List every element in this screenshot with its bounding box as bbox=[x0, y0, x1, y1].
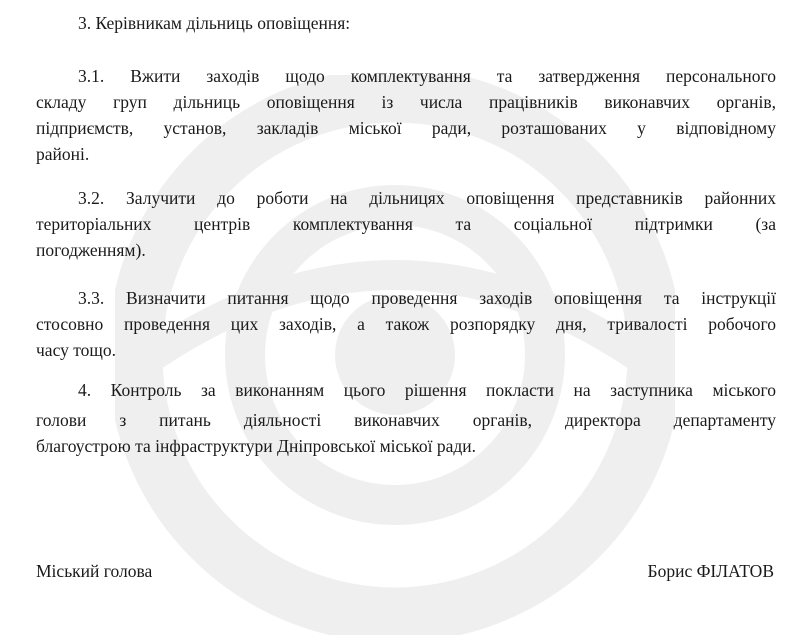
paragraph-3-1-line-3: підприємств, установ, закладів міської ради, розташованих у відповідному bbox=[36, 118, 776, 138]
paragraph-3-3-line-2: стосовно проведення цих заходів, а також розпорядку дня, тривалості робочого bbox=[36, 314, 776, 334]
paragraph-3-1-line-2: складу груп дільниць оповіщення із числа працівників виконавчих органів, bbox=[36, 92, 776, 112]
paragraph-3-2-line-3: погодженням). bbox=[36, 240, 146, 260]
paragraph-3-2-line-2: територіальних центрів комплектування та соціальної підтримки (за bbox=[36, 214, 776, 234]
section-heading: 3. Керівникам дільниць оповіщення: bbox=[78, 13, 351, 33]
paragraph-4-line-2: голови з питань діяльності виконавчих органів, директора департаменту bbox=[36, 410, 776, 430]
paragraph-3-2-line-1: 3.2. Залучити до роботи на дільницях оповіщення представників районних bbox=[78, 188, 776, 208]
paragraph-4-line-3: благоустрою та інфраструктури Дніпровської міської ради. bbox=[36, 436, 477, 456]
signature-position: Міський голова bbox=[36, 561, 153, 581]
paragraph-3-3-line-3: часу тощо. bbox=[36, 340, 116, 360]
paragraph-3-1-line-4: районі. bbox=[36, 144, 90, 164]
paragraph-3-3-line-1: 3.3. Визначити питання щодо проведення заходів оповіщення та інструкції bbox=[78, 288, 776, 308]
paragraph-4-line-1: 4. Контроль за виконанням цього рішення покласти на заступника міського bbox=[78, 380, 776, 400]
signature-name: Борис ФІЛАТОВ bbox=[647, 561, 774, 581]
paragraph-3-1-line-1: 3.1. Вжити заходів щодо комплектування та затвердження персонального bbox=[78, 66, 776, 86]
